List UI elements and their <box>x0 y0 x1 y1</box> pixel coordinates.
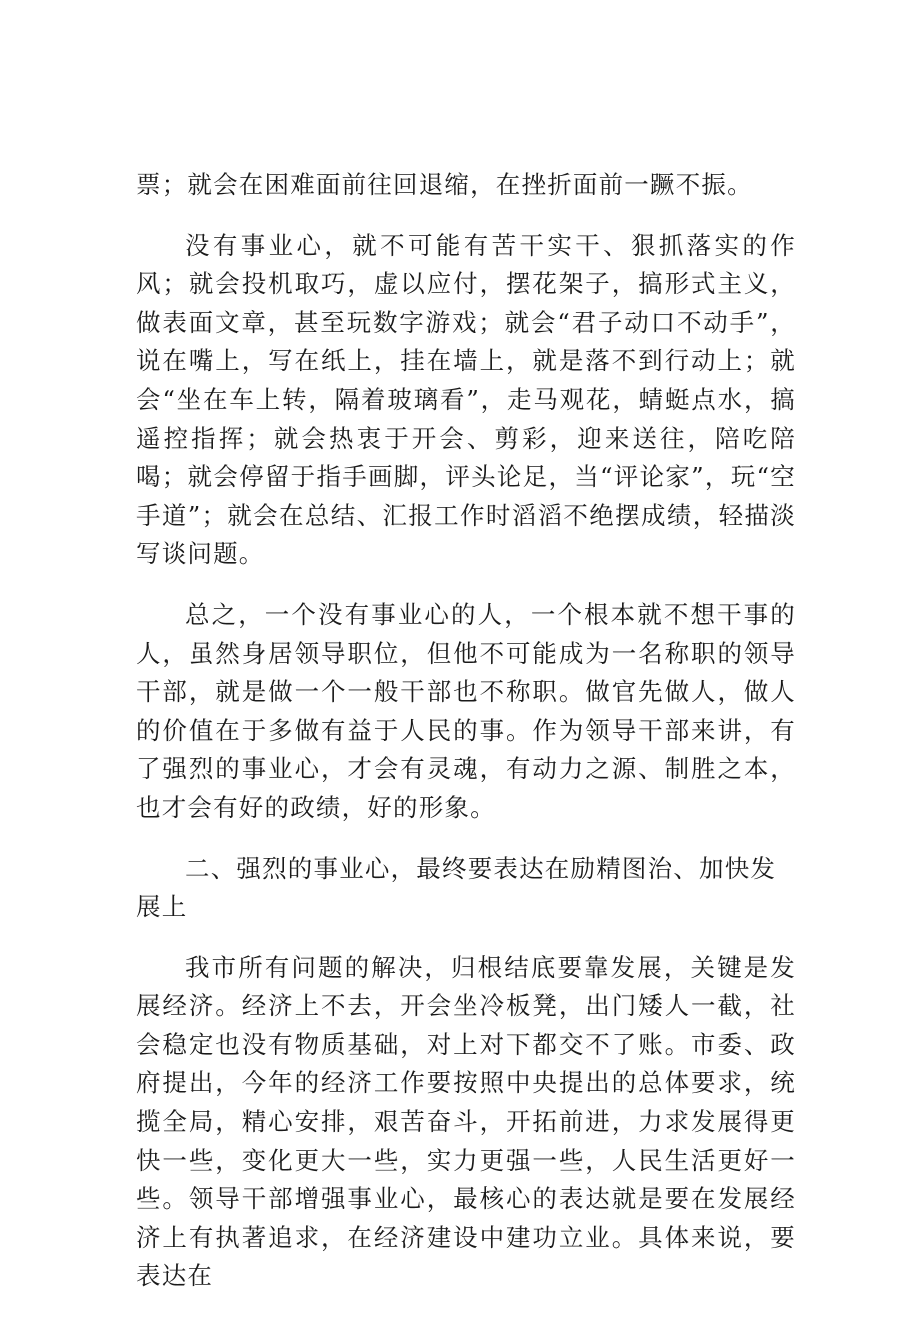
document-body <box>136 166 796 1318</box>
paragraph-no-career-ambition: 没有事业心，就不可能有苦干实干、狠抓落实的作风；就会投机取巧，虚以应付，摆花架子，搞形式主义，做表面文章，甚至玩数字游戏；就会“君子动口不动手”，说在嘴上，写在纸上，挂在墙上，就是落不到行动上；就会“坐在车上转，隔着玻璃看”，走马观花，蜻蜓点水，搞遥控指挥；就会热衷于开会、剪彩，迎来送往，陪吃陪喝；就会停留于指手画脚，评头论足，当“评论家”，玩“空手道”；就会在总结、汇报工作时滔滔不绝摆成绩，轻描淡写谈问题。 <box>136 230 796 569</box>
section-heading-two: 二、强烈的事业心，最终要表达在励精图治、加快发展上 <box>136 853 777 922</box>
paragraph-continuation: 票；就会在困难面前往回退缩，在挫折面前一蹶不振。 <box>136 170 753 199</box>
paragraph-in-summary: 总之，一个没有事业心的人，一个根本就不想干事的人，虽然身居领导职位，但他不可能成为一名称职的领导干部，就是做一个一般干部也不称职。做官先做人，做人的价值在于多做有益于人民的事。作为领导干部来讲，有了强烈的事业心，才会有灵魂，有动力之源、制胜之本，也才会有好的政绩，好的形象。 <box>136 599 796 822</box>
paragraph-economic-development: 我市所有问题的解决，归根结底要靠发展，关键是发展经济。经济上不去，开会坐冷板凳，出门矮人一截，社会稳定也没有物质基础，对上对下都交不了账。市委、政府提出，今年的经济工作要按照中央提出的总体要求，统揽全局，精心安排，艰苦奋斗，开拓前进，力求发展得更快一些，变化更大一些，实力更强一些，人民生活更好一些。领导干部增强事业心，最核心的表达就是要在发展经济上有执著追求，在经济建设中建功立业。具体来说，要表达在 <box>136 952 796 1291</box>
